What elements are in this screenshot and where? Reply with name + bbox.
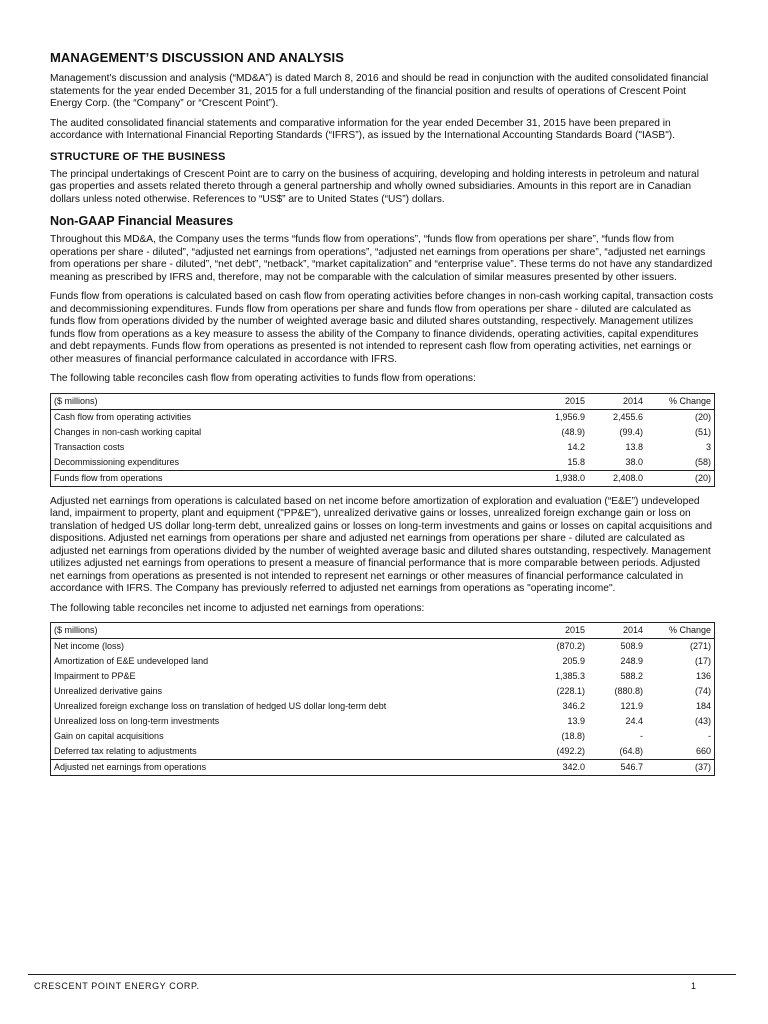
table-cell: (18.8) [561, 731, 585, 741]
table-cell: (58) [694, 456, 711, 467]
table-row [51, 455, 715, 471]
table-cell: Adjusted net earnings from operations [51, 760, 531, 776]
document-page [50, 50, 714, 785]
table-cell: (880.8) [614, 686, 643, 696]
table-cell: (492.2) [556, 746, 585, 756]
table-cell: 1,938.0 [530, 470, 588, 486]
table-cell: Unrealized loss on long-term investments [54, 716, 220, 726]
table-cell: Funds flow from operations [51, 470, 531, 486]
table-cell: (48.9) [561, 426, 585, 437]
table-header-cell: 2015 [530, 393, 588, 409]
table-cell: 1,956.9 [554, 411, 585, 422]
table-cell: Net income (loss) [54, 641, 125, 651]
table-cell: (870.2) [556, 641, 585, 651]
table-cell: 1,385.3 [554, 671, 585, 681]
table-cell: 205.9 [562, 656, 585, 666]
table-cell: 588.2 [620, 671, 643, 681]
table-cell: 13.8 [625, 441, 643, 452]
table-row [51, 409, 715, 425]
table-cell: Transaction costs [54, 441, 125, 452]
table-cell: Gain on capital acquisitions [54, 731, 164, 741]
structure-heading: STRUCTURE OF THE BUSINESS [50, 150, 226, 163]
table-row [51, 744, 715, 760]
structure-paragraph: The principal undertakings of Crescent Point are to carry on the business of acquiring, developing and holding interests in petroleum and natural gas properties and assets related thereto through a general partnership and wholly owned subsidiaries. Amounts in this report are in Canadian dollars unless noted otherwise. References to “US$” are to United States (“US”) dollars. [50, 168, 699, 205]
table-header-cell: ($ millions) [51, 623, 531, 639]
adjusted-earnings-table [50, 622, 715, 776]
table-cell: 38.0 [625, 456, 643, 467]
table-header-row [51, 623, 715, 639]
table-cell: 508.9 [620, 641, 643, 651]
nongaap-heading: Non-GAAP Financial Measures [50, 214, 234, 228]
table-cell: 136 [695, 671, 711, 681]
table-row [51, 425, 715, 440]
table-cell: Unrealized foreign exchange loss on translation of hedged US dollar long-term debt [54, 701, 387, 711]
table-cell: 24.4 [625, 716, 643, 726]
table-header-row [51, 393, 715, 409]
nongaap-paragraph-1: Throughout this MD&A, the Company uses the terms “funds flow from operations”, “funds flow from operations per share”, “funds flow from operations per share - diluted”, “adjusted net earnings from operations”, “adjusted net earnings from operations per share”, “adjusted net earnings from operations per share - diluted”, “net debt”, “netback”, “market capitalization” and “enterprise value”. These terms do not have any standardized meaning as prescribed by IFRS and, therefore, may not be comparable with the calculation of similar measures presented by other issuers. [50, 234, 713, 283]
table-row [51, 639, 715, 655]
table-total-row [51, 470, 715, 486]
table-cell: Impairment to PP&E [54, 671, 136, 681]
page-title: MANAGEMENT’S DISCUSSION AND ANALYSIS [50, 50, 344, 65]
table-cell: - [708, 731, 711, 741]
footer-company-name: CRESCENT POINT ENERGY CORP. [34, 981, 200, 991]
table-cell: 248.9 [620, 656, 643, 666]
footer-divider [28, 974, 736, 975]
table-cell: 3 [705, 441, 711, 452]
table-cell: 546.7 [588, 760, 646, 776]
intro-paragraph-2: The audited consolidated financial statements and comparative information for the year ended December 31, 2015 have been prepared in accordance with International Financial Reporting Standards (“IFRS”), as issued by the International Accounting Standards Board ("IASB"). [50, 117, 676, 141]
table-cell: 660 [695, 746, 711, 756]
table-cell: (51) [694, 426, 711, 437]
table-header-cell: 2014 [588, 623, 646, 639]
table-cell: (228.1) [556, 686, 585, 696]
table-cell: Deferred tax relating to adjustments [54, 746, 197, 756]
table-header-cell: ($ millions) [51, 393, 531, 409]
table-cell: (20) [694, 411, 711, 422]
table-cell: 346.2 [562, 701, 585, 711]
table-cell: (271) [689, 641, 711, 651]
table-row [51, 699, 715, 714]
table-row [51, 729, 715, 744]
table-row [51, 654, 715, 669]
table-cell: 14.2 [567, 441, 585, 452]
table-header-cell: 2014 [588, 393, 646, 409]
table-cell: Decommissioning expenditures [54, 456, 180, 467]
table-cell: 2,408.0 [588, 470, 646, 486]
table-cell: Changes in non-cash working capital [54, 426, 202, 437]
table-cell: Unrealized derivative gains [54, 686, 163, 696]
table-cell: (64.8) [619, 746, 643, 756]
footer-page-number: 1 [690, 981, 696, 991]
table-header-cell: 2015 [530, 623, 588, 639]
table-cell: - [640, 731, 643, 741]
table-row [51, 684, 715, 699]
table-cell: (99.4) [619, 426, 643, 437]
adjusted-paragraph: Adjusted net earnings from operations is calculated based on net income before amortization of exploration and evaluation (“E&E”) undeveloped land, impairment to property, plant and equipment ("PP&E"), unrealized derivative gains or losses, unrealized foreign exchange gain or loss on translation of hedged US dollar long-term debt, unrealized gains or losses on long-term investments and gains or losses on capital acquisitions and dispositions. Adjusted net earnings from operations per share and adjusted net earnings from operations per share - diluted are calculated as adjusted net earnings from operations divided by the number of weighted average basic and diluted shares outstanding, respectively. Management utilizes adjusted net earnings from operations to present a measure of financial performance that is more comparable between periods. Adjusted net earnings from operations as presented is not intended to represent net earnings or other measures of financial performance calculated in accordance with IFRS. The Company has previously referred to adjusted net earnings from operations as "operating income". [50, 495, 712, 594]
table2-intro: The following table reconciles net income to adjusted net earnings from operations: [50, 602, 425, 614]
table-cell: (37) [646, 760, 715, 776]
table-header-cell: % Change [646, 623, 715, 639]
table-cell: (74) [694, 686, 711, 696]
table-cell: 13.9 [567, 716, 585, 726]
table-cell: 2,455.6 [612, 411, 643, 422]
table-row [51, 440, 715, 455]
table-cell: Amortization of E&E undeveloped land [54, 656, 209, 666]
table-cell: (20) [646, 470, 715, 486]
funds-flow-table [50, 393, 715, 487]
table-cell: Cash flow from operating activities [54, 411, 192, 422]
table-cell: 121.9 [620, 701, 643, 711]
table-header-cell: % Change [646, 393, 715, 409]
table-cell: 184 [695, 701, 711, 711]
nongaap-paragraph-2: Funds flow from operations is calculated based on cash flow from operating activities before changes in non-cash working capital, transaction costs and decommissioning expenditures. Funds flow from operations per share and funds flow from operations per share - diluted are calculated as funds flow from operations divided by the number of weighted average basic and diluted shares outstanding, respectively. Management utilizes funds flow from operations as a key measure to assess the ability of the Company to finance dividends, operating activities, capital expenditures and debt repayments. Funds flow from operations as presented is not intended to represent cash flow from operating activities, net earnings or other measures of financial performance calculated in accordance with IFRS. [50, 291, 714, 365]
table1-intro: The following table reconciles cash flow from operating activities to funds flow from operations: [50, 373, 476, 384]
table-cell: (43) [694, 716, 711, 726]
table-cell: 342.0 [530, 760, 588, 776]
table-row [51, 714, 715, 729]
table-total-row [51, 760, 715, 776]
intro-paragraph-1: Management's discussion and analysis (“MD&A”) is dated March 8, 2016 and should be read in conjunction with the audited consolidated financial statements for the year ended December 31, 2015 for a full understanding of the financial position and results of operations of Crescent Point Energy Corp. (the “Company” or “Crescent Point”). [50, 73, 709, 109]
table-cell: 15.8 [567, 456, 585, 467]
table-cell: (17) [694, 656, 711, 666]
table-row [51, 669, 715, 684]
